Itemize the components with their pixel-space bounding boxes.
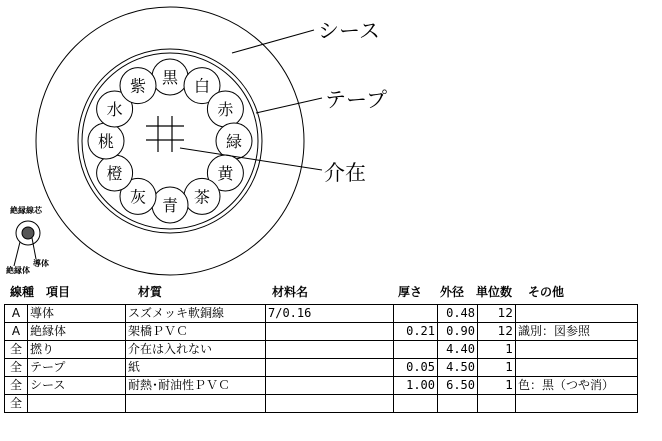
cell-wire-type: 全 — [5, 377, 28, 395]
cell-material-name — [266, 323, 394, 341]
cell-unit-count: 12 — [478, 305, 516, 323]
cell-material: 架橋ＰＶＣ — [126, 323, 266, 341]
core-ring — [88, 59, 252, 223]
insulator-label: 絶縁体 — [6, 266, 30, 275]
cell-other — [516, 395, 638, 413]
cell-thickness — [394, 305, 438, 323]
cell-outer-diameter: 4.40 — [438, 341, 478, 359]
filler-mark — [146, 116, 184, 152]
filler-label: 介在 — [324, 161, 366, 185]
insulator-leader-line — [14, 242, 20, 266]
header-thickness: 厚さ — [398, 285, 423, 299]
cell-material-name — [266, 395, 394, 413]
cell-wire-type: A — [5, 323, 28, 341]
spec-table-body — [5, 305, 638, 413]
core-color-label: 橙 — [106, 164, 123, 183]
cell-material-name: 7/0.16 — [266, 305, 394, 323]
core-color-label: 灰 — [129, 187, 147, 207]
table-row — [5, 341, 638, 359]
sheath-label: シース — [318, 19, 380, 43]
conductor-leader-line — [32, 238, 36, 259]
core-color-label: 緑 — [225, 132, 243, 151]
insulated-core-title: 絶縁線芯 — [10, 206, 42, 215]
cell-item: シース — [28, 377, 126, 395]
tape-label: テープ — [325, 88, 387, 112]
header-unit-count: 単位数 — [476, 285, 513, 299]
header-outer-diameter: 外径 — [440, 285, 465, 299]
cell-wire-type: A — [5, 305, 28, 323]
core-color-label: 黒 — [161, 68, 179, 87]
table-row — [5, 395, 638, 413]
cell-thickness: 0.05 — [394, 359, 438, 377]
header-material: 材質 — [138, 285, 163, 299]
cell-thickness — [394, 341, 438, 359]
core-color-label: 桃 — [97, 132, 115, 151]
cell-material: 紙 — [126, 359, 266, 377]
cell-outer-diameter: 0.90 — [438, 323, 478, 341]
cell-item — [28, 395, 126, 413]
conductor-label: 導体 — [33, 259, 49, 268]
table-row — [5, 305, 638, 323]
tape-leader-line — [256, 98, 322, 113]
cell-material: 耐熱･耐油性ＰＶＣ — [126, 377, 266, 395]
cell-other — [516, 305, 638, 323]
table-row — [5, 359, 638, 377]
cell-other: 識別：図参照 — [516, 323, 638, 341]
cell-unit-count — [478, 395, 516, 413]
cell-outer-diameter: 6.50 — [438, 377, 478, 395]
cell-unit-count: 1 — [478, 359, 516, 377]
core-color-label: 青 — [161, 196, 179, 215]
filler-leader-line — [180, 148, 322, 170]
cell-other: 色：黒（つや消） — [516, 377, 638, 395]
table-row — [5, 323, 638, 341]
cell-wire-type: 全 — [5, 359, 28, 377]
cell-item: 導体 — [28, 305, 126, 323]
cell-unit-count: 1 — [478, 377, 516, 395]
cell-thickness — [394, 395, 438, 413]
sheath-leader-line — [232, 30, 314, 53]
cell-material-name — [266, 359, 394, 377]
spec-table-header — [0, 284, 662, 304]
cell-wire-type: 全 — [5, 395, 28, 413]
header-item: 項目 — [46, 285, 71, 299]
cell-material-name — [266, 341, 394, 359]
core-color-label: 白 — [193, 76, 211, 96]
cell-wire-type: 全 — [5, 341, 28, 359]
header-other: その他 — [528, 285, 565, 299]
cell-unit-count: 12 — [478, 323, 516, 341]
spec-table — [4, 304, 638, 413]
cell-item: テープ — [28, 359, 126, 377]
cell-material: スズメッキ軟銅線 — [126, 305, 266, 323]
cell-material — [126, 395, 266, 413]
cell-outer-diameter — [438, 395, 478, 413]
core-color-label: 水 — [106, 100, 123, 119]
cell-item: 撚り — [28, 341, 126, 359]
core-color-label: 紫 — [129, 76, 147, 96]
conductor-hatched — [22, 227, 34, 239]
cell-item: 絶縁体 — [28, 323, 126, 341]
cell-unit-count: 1 — [478, 341, 516, 359]
header-material-name: 材料名 — [272, 285, 309, 299]
core-color-label: 黄 — [217, 164, 234, 183]
cell-outer-diameter: 0.48 — [438, 305, 478, 323]
cell-other — [516, 341, 638, 359]
sheath-outer-circle — [36, 7, 304, 275]
cell-other — [516, 359, 638, 377]
core-color-label: 茶 — [193, 187, 211, 207]
cell-material: 介在は入れない — [126, 341, 266, 359]
cell-outer-diameter: 4.50 — [438, 359, 478, 377]
core-color-label: 赤 — [217, 100, 234, 119]
header-wire-type: 線種 — [10, 285, 35, 299]
cell-material-name — [266, 377, 394, 395]
cell-thickness: 1.00 — [394, 377, 438, 395]
cell-thickness: 0.21 — [394, 323, 438, 341]
table-row — [5, 377, 638, 395]
